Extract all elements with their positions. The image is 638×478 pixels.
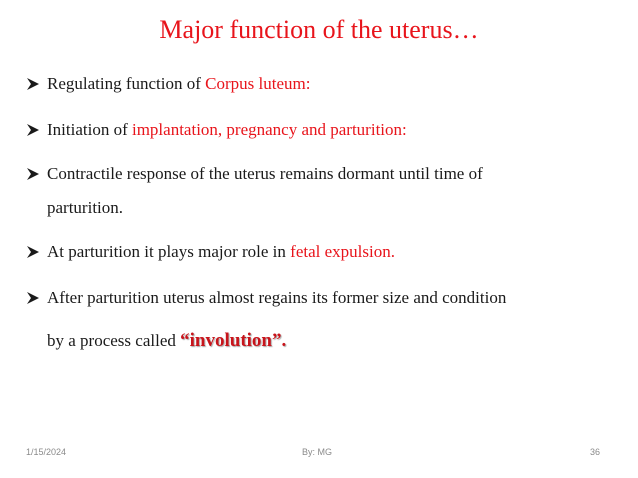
bullet-lead: Initiation of <box>47 120 132 139</box>
footer-page-number: 36 <box>590 447 601 457</box>
bullet-highlight: Corpus luteum: <box>205 74 311 93</box>
bullet-text <box>47 120 625 140</box>
bullet-lead: At parturition it plays major role in <box>47 242 291 261</box>
bullet-highlight: implantation, pregnancy and parturition: <box>131 120 407 139</box>
arrow-bullet-icon <box>26 291 40 305</box>
bullet-emphasis: “involution”. <box>180 330 287 351</box>
bullet-text: After parturition uterus almost regains its former size and condition <box>47 288 507 307</box>
arrow-bullet-icon <box>26 77 40 91</box>
slide-title: Major function of the uterus… <box>159 15 479 44</box>
arrow-bullet-icon <box>26 245 40 259</box>
bullet-text <box>47 74 625 94</box>
arrow-bullet-icon <box>26 123 40 137</box>
bullet-text: Contractile response of the uterus remains dormant until time of <box>47 164 483 183</box>
bullet-text <box>47 242 625 262</box>
footer-date: 1/15/2024 <box>26 447 67 457</box>
bullet-text-continued: parturition. <box>47 198 124 217</box>
footer-author: By: MG <box>302 447 333 457</box>
bullet-highlight: fetal expulsion. <box>290 242 395 261</box>
bullet-lead: Regulating function of <box>47 74 206 93</box>
bullet-text-continued <box>47 331 286 351</box>
arrow-bullet-icon <box>26 167 40 181</box>
bullet-lead: by a process called <box>47 331 181 350</box>
